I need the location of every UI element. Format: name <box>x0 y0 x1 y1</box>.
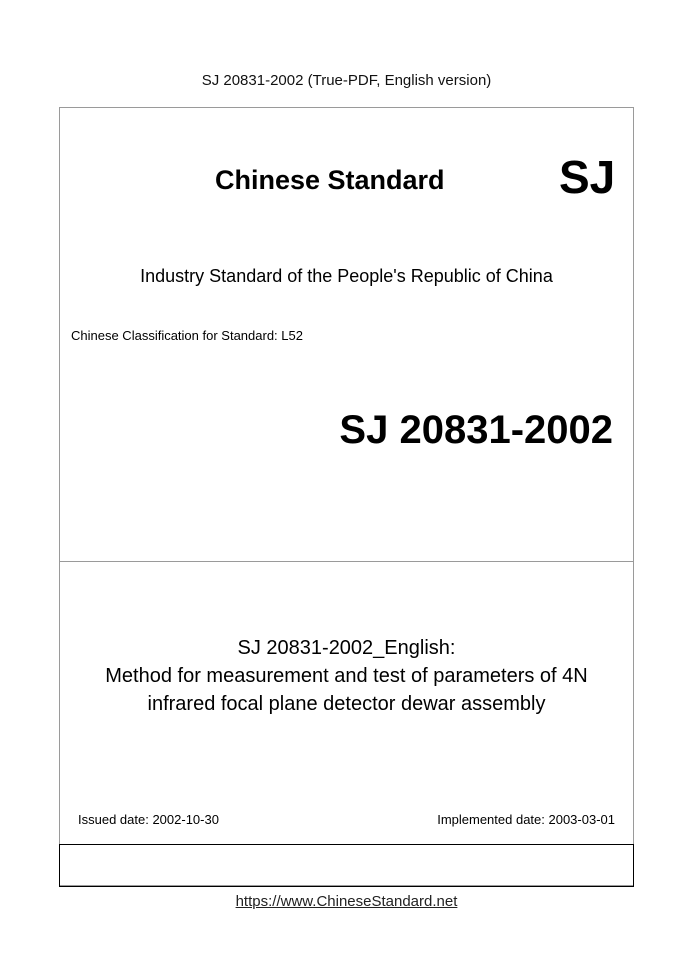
empty-footer-box <box>59 844 634 887</box>
document-title-line: Method for measurement and test of parameters of 4N <box>105 665 588 687</box>
website-link[interactable]: https://www.ChineseStandard.net <box>235 893 458 910</box>
document-title-line: infrared focal plane detector dewar assembly <box>147 693 546 715</box>
document-title-line: SJ 20831-2002_English: <box>237 637 456 659</box>
standard-code: SJ 20831-2002 <box>339 408 613 452</box>
footer <box>0 893 693 910</box>
implemented-date: Implemented date: 2003-03-01 <box>437 812 615 827</box>
page-header: SJ 20831-2002 (True-PDF, English version) <box>201 72 492 89</box>
cover-frame <box>59 107 634 886</box>
cover-top-section <box>60 108 633 562</box>
standard-badge: SJ <box>559 151 616 203</box>
cover-title: Chinese Standard <box>215 165 445 195</box>
document-info-section <box>60 562 633 844</box>
issued-date: Issued date: 2002-10-30 <box>78 812 219 827</box>
document-title <box>60 634 633 718</box>
industry-subtitle: Industry Standard of the People's Republic of China <box>140 266 553 286</box>
classification-label: Chinese Classification for Standard: L52 <box>71 328 303 343</box>
